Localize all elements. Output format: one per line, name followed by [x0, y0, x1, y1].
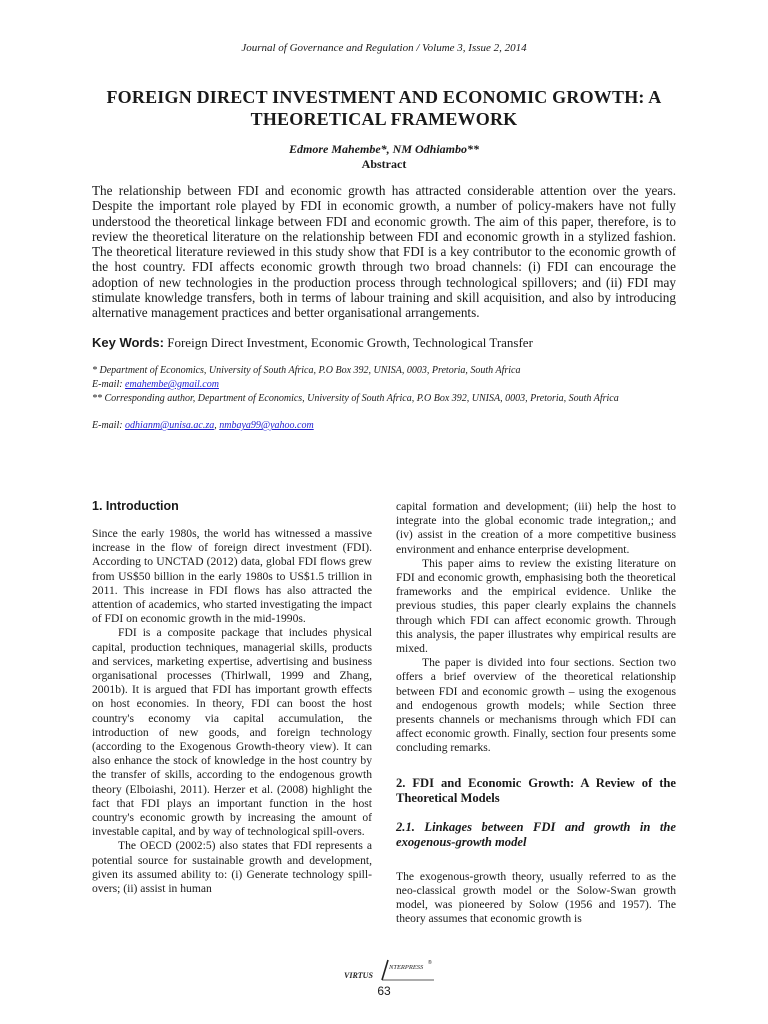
logo-text-interpress: NTERPRESS [389, 964, 424, 971]
paragraph: capital formation and development; (iii) help the host to integrate into the global economic trade integration,; and (iv) assist in the creation of a more competitive business environment and enhance enterprise development. [396, 500, 676, 556]
abstract-heading: Abstract [361, 157, 407, 171]
footnote-1: * Department of Economics, University of South Africa, P.O Box 392, UNISA, 0003, Pretoria, South Africa [92, 365, 521, 376]
email-link-2[interactable]: odhianm@unisa.ac.za [125, 420, 215, 431]
publisher-logo [342, 958, 438, 984]
paragraph: The exogenous-growth theory, usually referred to as the neo-classical growth model or the Solow-Swan growth model, was pioneered by Solow (1956 and 1957). The theory assumes that economic growth is [396, 869, 676, 926]
paragraph: This paper aims to review the existing literature on FDI and economic growth, emphasising both the theoretical frameworks and the empirical evidence. Unlike the previous studies, this paper clearly explains the channels through which FDI can affect economic growth. Through this analysis, the paper illustrates why empirical results are mixed. [396, 556, 676, 656]
paper-title: FOREIGN DIRECT INVESTMENT AND ECONOMIC GROWTH: A THEORETICAL FRAMEWORK [106, 87, 662, 129]
journal-header: Journal of Governance and Regulation / Volume 3, Issue 2, 2014 [241, 42, 527, 54]
abstract-text: The relationship between FDI and economic growth has attracted considerable attention over the years. Despite the important role played by FDI in economic growth, a number of policy-makers have not fully understood the theoretical linkage between FDI and economic growth. The aim of this paper, therefore, is to review the theoretical literature on the relationship between FDI and economic growth in a stylized fashion. The theoretical literature reviewed in this study show that FDI is a key contributor to the economic growth of the host country. FDI affects economic growth through two broad channels: (i) FDI can encourage the adoption of new technologies in the production process through technological spillovers; and (ii) FDI may stimulate knowledge transfers, both in terms of labour training and skill acquisition, and also by introducing alternative management practices and better organisational arrangements. [92, 183, 676, 321]
email-label: E-mail: [92, 379, 123, 390]
footnote-1-email [92, 378, 676, 391]
email-label: E-mail: [92, 420, 123, 431]
page-number: 63 [377, 984, 391, 998]
paragraph: The paper is divided into four sections. Section two offers a brief overview of the theoretical relationship between FDI and economic growth – using the exogenous and endogenous growth models; while Section three presents channels or mechanisms through which FDI can affect economic growth. Finally, section four presents some concluding remarks. [396, 656, 676, 755]
keywords-label: Key Words: [92, 335, 164, 350]
email-link-1[interactable]: emahembe@gmail.com [125, 379, 219, 390]
section-heading-2: 2. FDI and Economic Growth: A Review of the Theoretical Models [396, 775, 676, 805]
authors: Edmore Mahembe*, NM Odhiambo** [288, 142, 479, 156]
keywords [92, 335, 676, 351]
paragraph: Since the early 1980s, the world has witnessed a massive increase in the flow of foreign direct investment (FDI). According to UNCTAD (2012) data, global FDI flows grew from US$50 billion in the early 1980s to US$1.5 trillion in 2011. This increase in FDI flows has also attracted the attention of academics, who started investigating the impact of FDI on economic growth in the mid-1990s. [92, 527, 372, 626]
left-column [92, 527, 372, 896]
footnote-2-email: E-mail: odhianm@unisa.ac.za, nmbaya99@yahoo.com [92, 420, 314, 431]
right-column [396, 500, 676, 926]
section-heading-introduction: 1. Introduction [92, 499, 179, 513]
email-link-3[interactable]: nmbaya99@yahoo.com [219, 420, 314, 431]
svg-text:®: ® [428, 960, 432, 966]
logo-text-virtus: VIRTUS [344, 971, 373, 980]
publisher-logo-graphic [342, 958, 438, 984]
keywords-list: Foreign Direct Investment, Economic Growth, Technological Transfer [167, 335, 533, 350]
section-heading-2-1: 2.1. Linkages between FDI and growth in the exogenous-growth model [396, 819, 676, 849]
paragraph: The OECD (2002:5) also states that FDI represents a potential source for sustainable growth and development, given its assumed ability to: (i) Generate technology spill-overs; (ii) assist in human [92, 839, 372, 896]
paragraph: FDI is a composite package that includes physical capital, production techniques, managerial skills, products and services, marketing expertise, advertising and business organisational processes (Thirlwall, 1999 and Zhang, 2001b). It is argued that FDI has important growth effects on host economies. In theory, FDI can boost the host country's economy via capital accumulation, the introduction of new goods, and foreign technology (according to the Exogenous Growth-theory view). It can also enhance the stock of knowledge in the host country by the transfer of skills, according to the endogenous growth theory (Elboiashi, 2011). Herzer et al. (2008) highlight the fact that FDI plays an important function in the host country's economic growth by increasing the amount of investable capital, and by way of technological spill-overs. [92, 626, 372, 839]
footnote-2: ** Corresponding author, Department of Economics, University of South Africa, P.O Box 392, UNISA, 0003, Pretoria, South Africa [92, 393, 619, 404]
